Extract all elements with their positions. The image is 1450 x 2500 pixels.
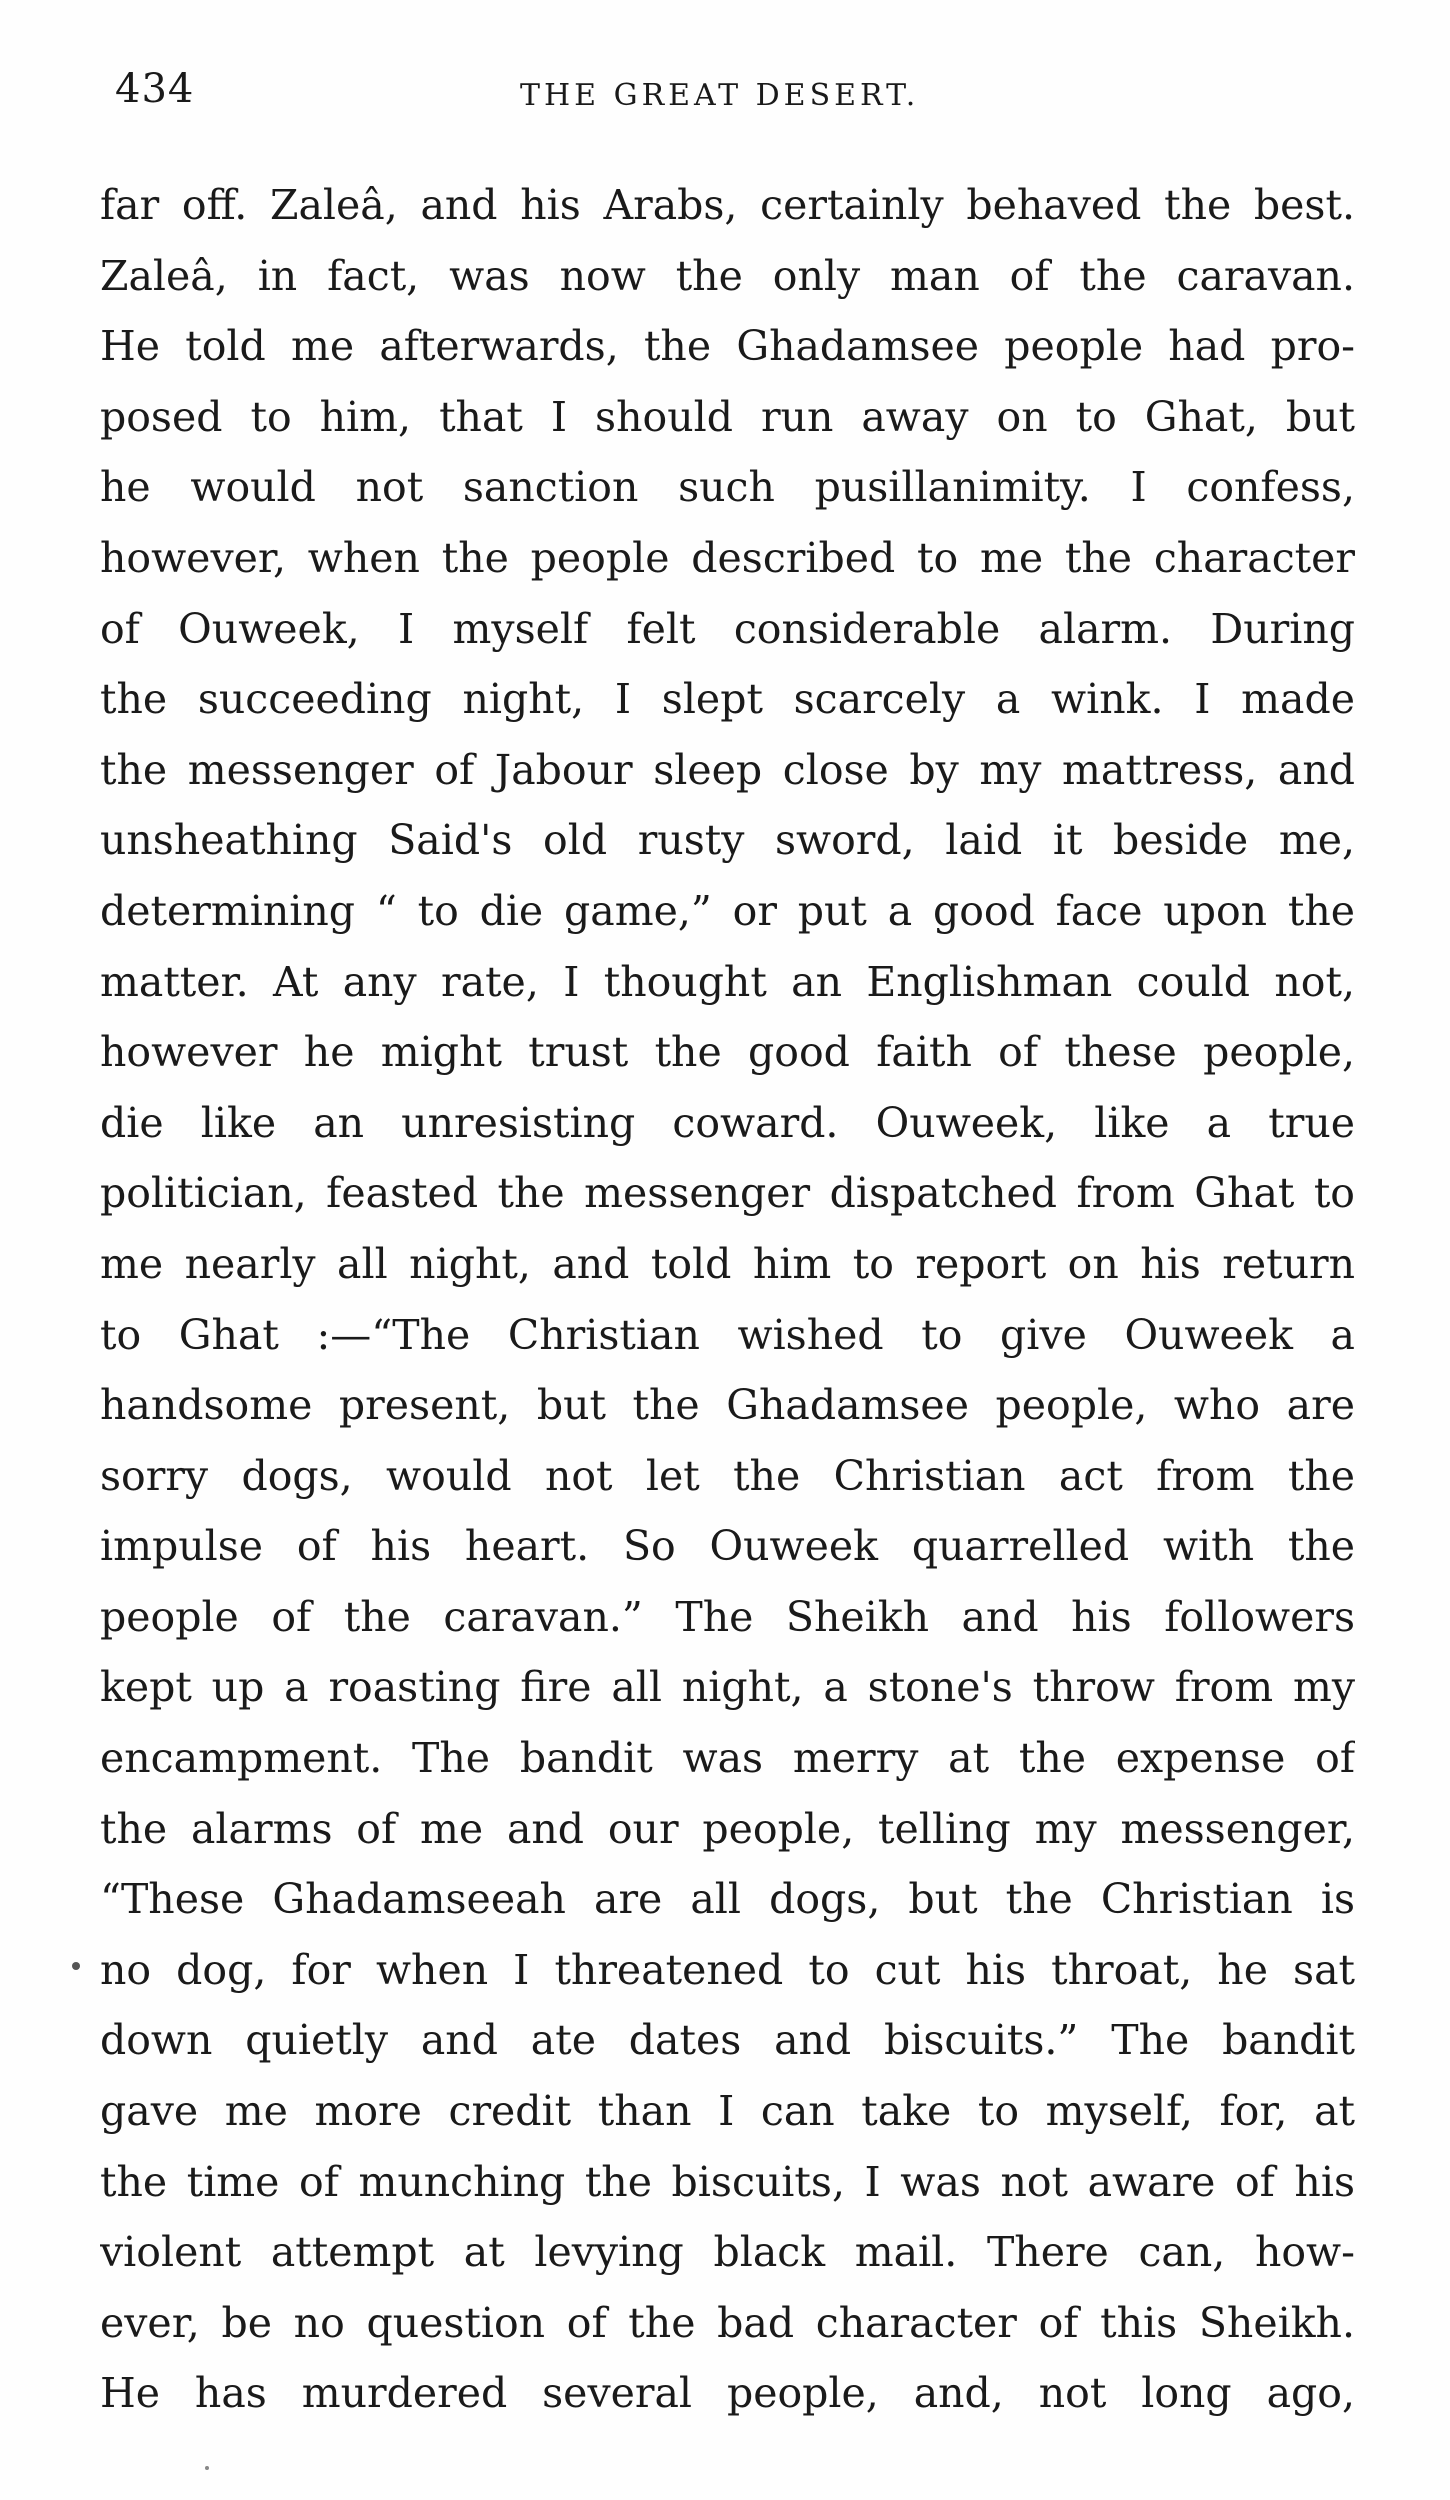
text-line: of Ouweek, I myself felt considerable alarm. During bbox=[100, 604, 1355, 653]
text-line: encampment. The bandit was merry at the expense of bbox=[100, 1734, 1355, 1783]
text-line: matter. At any rate, I thought an Englishman could not, bbox=[100, 957, 1355, 1006]
text-line: the alarms of me and our people, telling my messenger, bbox=[100, 1804, 1355, 1853]
ink-speck bbox=[205, 2466, 209, 2470]
text-line: He told me afterwards, the Ghadamsee people had pro- bbox=[100, 322, 1355, 371]
text-line: me nearly all night, and told him to report on his return bbox=[100, 1239, 1355, 1288]
text-line: people of the caravan.” The Sheikh and his followers bbox=[100, 1592, 1355, 1641]
text-line: no dog, for when I threatened to cut his throat, he sat bbox=[100, 1945, 1355, 1994]
text-line: determining “ to die game,” or put a good face upon the bbox=[100, 886, 1355, 935]
text-line: posed to him, that I should run away on to Ghat, but bbox=[100, 392, 1355, 441]
running-title: THE GREAT DESERT. bbox=[520, 78, 920, 113]
text-line: “These Ghadamseeah are all dogs, but the Christian is bbox=[100, 1875, 1355, 1924]
text-line: impulse of his heart. So Ouweek quarrelled with the bbox=[100, 1522, 1355, 1571]
text-line: far off. Zaleâ, and his Arabs, certainly behaved the best. bbox=[100, 181, 1355, 229]
text-line: down quietly and ate dates and biscuits.” The bandit bbox=[100, 2016, 1355, 2065]
text-line: politician, feasted the messenger dispatched from Ghat to bbox=[100, 1169, 1355, 1218]
text-line: ever, be no question of the bad character of this Sheikh. bbox=[100, 2298, 1355, 2347]
text-line: unsheathing Said's old rusty sword, laid it beside me, bbox=[100, 816, 1355, 865]
text-line: he would not sanction such pusillanimity. I confess, bbox=[100, 463, 1355, 512]
text-line: the time of munching the biscuits, I was not aware of his bbox=[100, 2157, 1355, 2206]
text-line: however he might trust the good faith of these people, bbox=[100, 1028, 1355, 1077]
text-line: handsome present, but the Ghadamsee people, who are bbox=[100, 1381, 1355, 1430]
text-line: He has murdered several people, and, not long ago, bbox=[100, 2369, 1355, 2418]
text-line: Zaleâ, in fact, was now the only man of the caravan. bbox=[100, 251, 1355, 300]
page-header bbox=[115, 66, 1355, 126]
text-line: however, when the people described to me the character bbox=[100, 533, 1355, 582]
ink-speck bbox=[72, 1962, 80, 1970]
text-line: violent attempt at levying black mail. There can, how- bbox=[100, 2228, 1355, 2277]
text-line: gave me more credit than I can take to myself, for, at bbox=[100, 2087, 1355, 2136]
page-number: 434 bbox=[115, 66, 195, 112]
text-line: the messenger of Jabour sleep close by my mattress, and bbox=[100, 745, 1355, 794]
text-line: the succeeding night, I slept scarcely a wink. I made bbox=[100, 675, 1355, 724]
text-line: sorry dogs, would not let the Christian act from the bbox=[100, 1451, 1355, 1500]
text-line: to Ghat :—“The Christian wished to give Ouweek a bbox=[100, 1310, 1355, 1359]
body-text bbox=[100, 170, 1355, 2429]
text-line: kept up a roasting fire all night, a stone's throw from my bbox=[100, 1663, 1355, 1712]
text-line: die like an unresisting coward. Ouweek, like a true bbox=[100, 1098, 1355, 1147]
